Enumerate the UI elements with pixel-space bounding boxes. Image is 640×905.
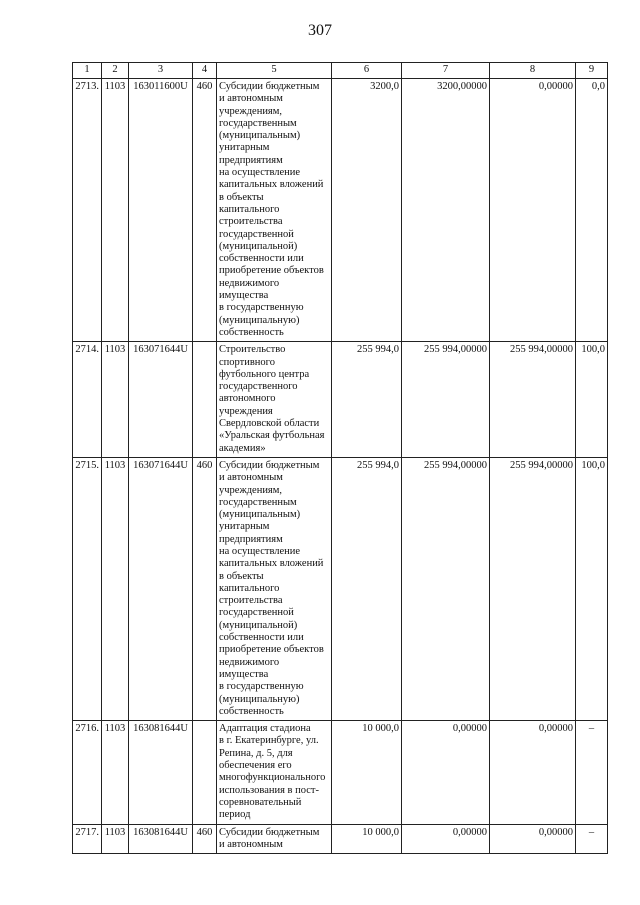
approved-amount: 0,00000: [402, 721, 490, 824]
section-code: 1103: [102, 342, 129, 458]
execution-percent: 100,0: [576, 457, 608, 720]
expense-type-code: 460: [193, 457, 217, 720]
row-number: 2715.: [73, 457, 102, 720]
row-number: 2716.: [73, 721, 102, 824]
header-cell: 4: [193, 63, 217, 79]
header-cell: 6: [332, 63, 402, 79]
execution-percent: 100,0: [576, 342, 608, 458]
header-cell: 2: [102, 63, 129, 79]
table-row: [73, 457, 608, 720]
table-row: [73, 342, 608, 458]
section-code: 1103: [102, 721, 129, 824]
executed-amount: 0,00000: [490, 824, 576, 854]
execution-percent: –: [576, 721, 608, 824]
planned-amount: 3200,0: [332, 79, 402, 342]
item-description: Адаптация стадиона в г. Екатеринбурге, ул. Репина, д. 5, для обеспечения его многофункционального использования в пост- соревновательный период: [217, 721, 332, 824]
item-description: Субсидии бюджетным и автономным учреждениям, государственным (муниципальным) унитарным предприятиям на осуществление капитальных вложений в объекты капитального строительства государственной (муниципальной) собственности или приобретение объектов недвижимого имущества в государственную (муниципальную) собственность: [217, 457, 332, 720]
executed-amount: 255 994,00000: [490, 342, 576, 458]
section-code: 1103: [102, 79, 129, 342]
expense-type-code: 460: [193, 79, 217, 342]
page-number: 307: [308, 22, 332, 39]
table-row: [73, 824, 608, 854]
header-cell: 7: [402, 63, 490, 79]
execution-percent: 0,0: [576, 79, 608, 342]
header-cell: 1: [73, 63, 102, 79]
target-article-code: 163081644U: [129, 721, 193, 824]
section-code: 1103: [102, 824, 129, 854]
planned-amount: 255 994,0: [332, 342, 402, 458]
planned-amount: 255 994,0: [332, 457, 402, 720]
executed-amount: 255 994,00000: [490, 457, 576, 720]
row-number: 2714.: [73, 342, 102, 458]
header-cell: 5: [217, 63, 332, 79]
planned-amount: 10 000,0: [332, 824, 402, 854]
approved-amount: 255 994,00000: [402, 457, 490, 720]
header-cell: 9: [576, 63, 608, 79]
executed-amount: 0,00000: [490, 721, 576, 824]
approved-amount: 255 994,00000: [402, 342, 490, 458]
planned-amount: 10 000,0: [332, 721, 402, 824]
section-code: 1103: [102, 457, 129, 720]
row-number: 2713.: [73, 79, 102, 342]
row-number: 2717.: [73, 824, 102, 854]
target-article-code: 163011600U: [129, 79, 193, 342]
header-row: [73, 63, 608, 79]
expense-type-code: [193, 342, 217, 458]
target-article-code: 163081644U: [129, 824, 193, 854]
approved-amount: 3200,00000: [402, 79, 490, 342]
header-cell: 3: [129, 63, 193, 79]
approved-amount: 0,00000: [402, 824, 490, 854]
expense-type-code: 460: [193, 824, 217, 854]
item-description: Строительство спортивного футбольного центра государственного автономного учреждения Свердловской области «Уральская футбольная академия»: [217, 342, 332, 458]
executed-amount: 0,00000: [490, 79, 576, 342]
expense-type-code: [193, 721, 217, 824]
table-row: [73, 721, 608, 824]
item-description: Субсидии бюджетным и автономным учреждениям, государственным (муниципальным) унитарным предприятиям на осуществление капитальных вложений в объекты капитального строительства государственной (муниципальной) собственности или приобретение объектов недвижимого имущества в государственную (муниципальную) собственность: [217, 79, 332, 342]
budget-table: [72, 62, 608, 854]
target-article-code: 163071644U: [129, 342, 193, 458]
table-row: [73, 79, 608, 342]
item-description: Субсидии бюджетным и автономным: [217, 824, 332, 854]
execution-percent: –: [576, 824, 608, 854]
header-cell: 8: [490, 63, 576, 79]
target-article-code: 163071644U: [129, 457, 193, 720]
